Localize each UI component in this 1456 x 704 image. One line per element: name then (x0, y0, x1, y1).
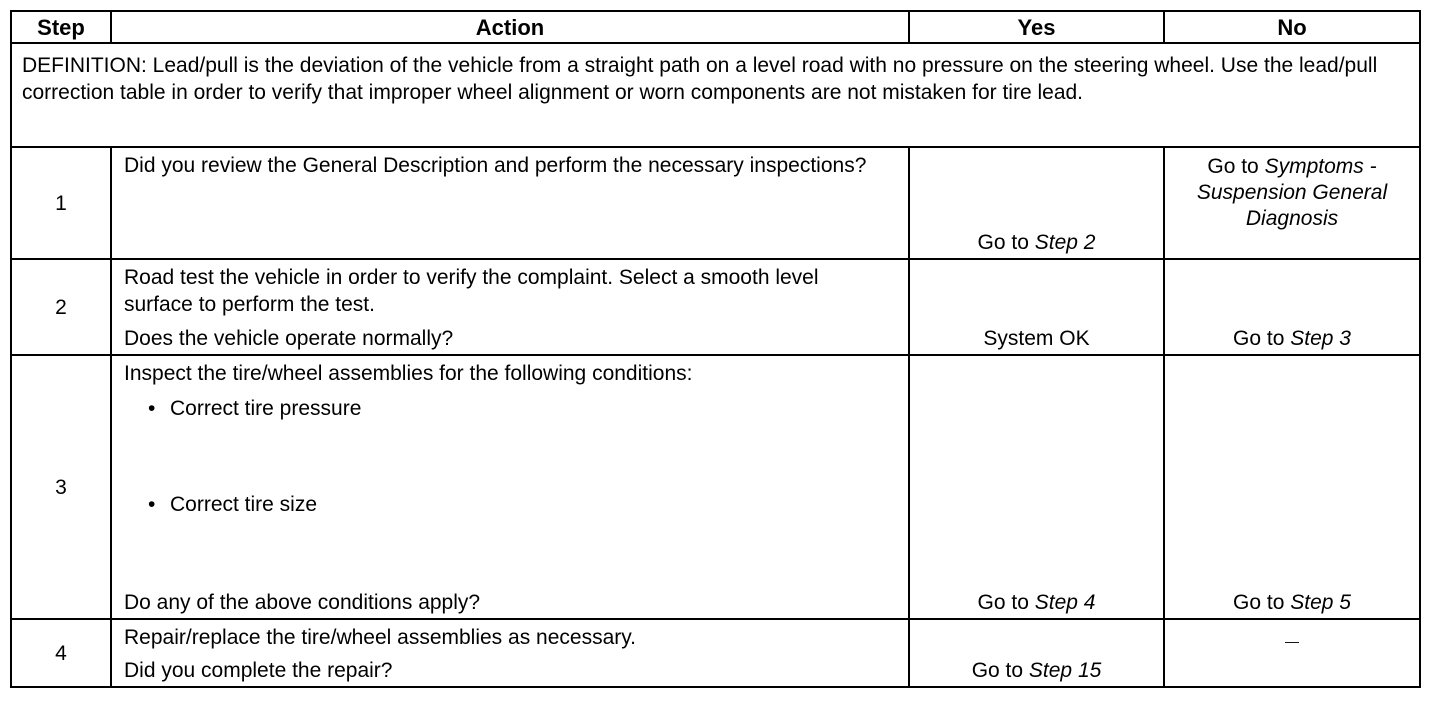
no-link[interactable]: Step 3 (1290, 327, 1351, 350)
no-link[interactable]: Step 5 (1290, 591, 1351, 614)
step-number: 2 (11, 259, 111, 355)
yes-cell (909, 355, 1164, 619)
action-text: Did you review the General Description and perform the necessary inspections? (124, 154, 867, 177)
question-text: Does the vehicle operate normally? (124, 327, 454, 350)
header-yes: Yes (909, 11, 1164, 43)
diagnostic-table (10, 10, 1421, 688)
bullet-item: • Correct tire pressure (124, 395, 896, 422)
no-link[interactable]: Symptoms - Suspension General Diagnosis (1196, 155, 1388, 230)
table-row (11, 259, 1420, 355)
no-cell (1164, 259, 1420, 355)
definition-text: DEFINITION: Lead/pull is the deviation of the vehicle from a straight path on a level road with no pressure on the steering wheel. Use the lead/pull correction table in order to verify that improper wheel alignment or worn components are not mistaken for tire lead. (11, 43, 1420, 147)
step-action (111, 147, 909, 259)
action-text: Inspect the tire/wheel assemblies for the following conditions: (124, 362, 693, 385)
step-number: 1 (11, 147, 111, 259)
header-action: Action (111, 11, 909, 43)
step-number: 3 (11, 355, 111, 619)
yes-link[interactable]: Step 4 (1034, 591, 1096, 614)
step-action (111, 259, 909, 355)
action-text: Repair/replace the tire/wheel assemblies as necessary. (124, 626, 637, 649)
yes-link[interactable]: Step 15 (1028, 659, 1102, 682)
yes-link[interactable]: Step 2 (1034, 231, 1096, 254)
table-row (11, 147, 1420, 259)
yes-prefix: Go to (977, 591, 1029, 614)
question-text: Did you complete the repair? (124, 659, 393, 682)
step-action (111, 355, 909, 619)
table-row (11, 619, 1420, 687)
yes-cell: System OK (909, 259, 1164, 355)
header-step: Step (11, 11, 111, 43)
step-action (111, 619, 909, 687)
no-prefix: Go to (1233, 591, 1285, 614)
question-text: Do any of the above conditions apply? (124, 591, 481, 614)
yes-cell (909, 619, 1164, 687)
yes-prefix: Go to (977, 231, 1029, 254)
table-row (11, 355, 1420, 619)
step-number: 4 (11, 619, 111, 687)
yes-prefix: Go to (971, 659, 1024, 682)
definition-row (11, 43, 1420, 147)
header-row (11, 11, 1420, 43)
action-text: Road test the vehicle in order to verify the complaint. Select a smooth level surface to perform the test. (124, 266, 819, 316)
bullet-item: • Correct tire size (124, 491, 896, 518)
no-prefix: Go to (1207, 155, 1259, 178)
no-cell (1164, 619, 1420, 687)
no-prefix: Go to (1233, 327, 1285, 350)
no-cell (1164, 355, 1420, 619)
no-dash: — (1285, 633, 1299, 649)
no-cell (1164, 147, 1420, 259)
header-no: No (1164, 11, 1420, 43)
yes-cell (909, 147, 1164, 259)
